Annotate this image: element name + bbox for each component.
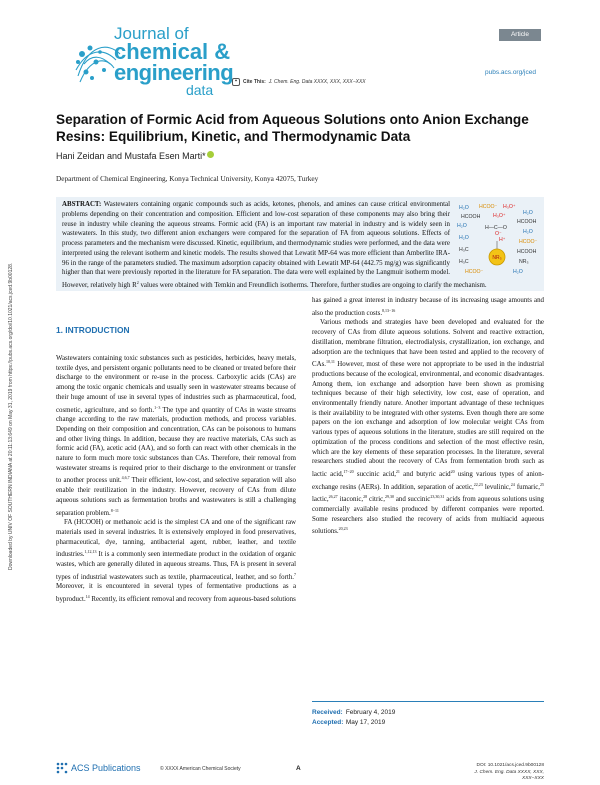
toc-label: H₂O	[523, 210, 533, 216]
logo-line1: Journal of	[114, 24, 189, 43]
copyright: © XXXX American Chemical Society	[160, 766, 241, 772]
doi-link[interactable]: DOI: 10.1021/acs.jced.9b00128	[476, 763, 544, 768]
toc-graphic	[455, 201, 543, 279]
toc-label: H₃C	[459, 247, 469, 253]
abstract-label: ABSTRACT:	[62, 201, 102, 208]
toc-label: O⁻	[495, 231, 502, 237]
cite-icon: ❝	[232, 78, 240, 86]
accepted-row	[312, 718, 544, 728]
toc-label: H₂O	[523, 229, 533, 235]
toc-label: H₃O⁺	[493, 213, 506, 219]
author-names: Hani Zeidan and Mustafa Esen Marti*	[56, 151, 206, 161]
paragraph: has gained a great interest in industry because of its increasing usage amounts and also the production costs.$^{8,13-16}$	[312, 297, 544, 317]
logo-line4: data	[185, 81, 214, 98]
toc-label: H₃C	[459, 259, 469, 265]
journal-url-link[interactable]: pubs.acs.org/jced	[485, 69, 536, 76]
paragraph: Wastewaters containing toxic substances such as pesticides, herbicides, heavy metals, textile dyes, and persistent organic pollutants need to be cleaned or treated before their discharge to the environment or re-use in the process. Carboxylic acids (CAs) are among the toxic organic chemicals and usually seen in wastewater streams because of their huge amount of use in several types of industries such as pharmaceutical, food, cosmetic, agriculture, and so forth.$^{1-3}$ The type and quantity of CAs in waste streams change according to the raw materials, production methods, and process variables. Depending on their composition and concentration, CAs can be poisonous to humans and other living things. In addition, because they are reactive materials, CAs such as formic acid (FA), acetic acid (AA), and so forth can react with other chemicals in the nature to form much more toxic substances than CAs. Therefore, their removal from wastewater streams is required prior to their discharge to the environment or transfer to another process unit.$^{4,6,7}$ Their efficient, low-cost, and selective separation will also enable their reutilization in the industry. However, recovery of CAs from dilute aqueous solutions such as fermentation broths and wastewaters is still a challenging separation problem.$^{8-11}$	[56, 355, 296, 517]
received-row	[312, 708, 544, 718]
logo-line2: chemical &	[114, 39, 231, 65]
abstract-text-a: Wastewaters containing organic compounds such as acids, ketones, phenols, and amines can cause critical environmental problems depending on their concentration and composition. Efficient and low-cost separation of these components may also bring their reuse in industry while cleaning the aqueous streams. Formic acid (FA) is an important raw material in industry and is widely seen in wastewaters. In this study, two different anion exchangers were compared for the separation of FA from aqueous solutions. Effects of process parameters and the mechanism were discussed. Kinetic, equilibrium, and thermodynamic studies were performed, and the data were interpreted using the relevant isotherm and kinetic models. The results showed that Lewatit MP-64 was more efficient than Amberlite IRA-96 in the range of the parameters studied. The maximum adsorption capacity obtained with Lewatit MP-64 (442.75 mg/g) was significantly higher than that were previously reported in the literature for FA separation. The data were well explained by the Langmuir isotherm model. However, relatively high R	[62, 201, 450, 289]
publisher-name: ACS Publications	[71, 763, 141, 773]
toc-label: H₃O⁺	[503, 204, 516, 210]
toc-label: NR₃	[519, 259, 529, 265]
left-column	[56, 354, 296, 605]
received-date: February 4, 2019	[345, 709, 396, 716]
authors	[56, 151, 214, 161]
abstract-text-b: values were obtained with Temkin and Freundlich isotherms. Therefore, further studies are ongoing to clarify the mechanism.	[138, 282, 487, 289]
article-title: Separation of Formic Acid from Aqueous Solutions onto Anion Exchange Resins: Equilibrium, Kinetic, and Thermodynamic Data	[56, 112, 529, 144]
page-number: A	[296, 765, 301, 772]
download-note	[2, 140, 32, 570]
toc-label: HCOO⁻	[479, 204, 498, 210]
article-history	[312, 701, 544, 727]
toc-label: H₂O	[513, 269, 523, 275]
acs-publications-logo[interactable]	[56, 762, 141, 774]
toc-label: H₂O	[457, 223, 467, 229]
orcid-icon[interactable]	[207, 151, 214, 158]
received-label: Received:	[312, 709, 343, 716]
paragraph: Various methods and strategies have been developed and evaluated for the recovery of CAs from dilute aqueous solutions. Solvent and reactive extraction, distillation, membrane filtration, electrodialysis, crystallization, ion exchange, and adsorption are the techniques that have been tested and applied to the recovery of CAs.$^{10,11}$ However, most of these were not appropriate to be used in the industrial productions because of the ecological, environmental, and economic disadvantages. Among them, ion exchange and adsorption have been shown as promising techniques because of their high selectivity, low cost, ease of operation, and environmentally friendly nature. Another important advantage of these techniques is their availability to be integrated with other systems. Even though there are some papers on the ion exchange and adsorption of low molecular weight CAs from various types of aqueous solutions in the literature, studies are still required on the optimization of the process conditions and selection of the most effective resin, which are the key elements of these separation processes. In the literature, several researchers studied about the recovery of CAs from fermentation broth such as lactic acid,$^{17-20}$ succinic acid,$^{21}$ and butyric acid$^{20}$ using various types of anion-exchange resins (AERs). In addition, separation of acetic,$^{22,23}$ levulinic,$^{24}$ fumaric,$^{25}$ lactic,$^{26,27}$ itaconic,$^{28}$ citric,$^{29,30}$ and succinic$^{23,30,31}$ acids from aqueous solutions using commercially available resins produced by different companies were reported. Some researchers also studied the recovery of acids from multiacid aqueous solutions.$^{20,23}$	[312, 319, 545, 536]
toc-label: H₂O	[459, 235, 469, 241]
toc-label: HCOO⁻	[519, 239, 538, 245]
toc-label: H⁺	[499, 237, 506, 243]
logo-line3: engineering	[114, 60, 234, 86]
affiliation: Department of Chemical Engineering, Konya Technical University, Konya 42075, Turkey	[56, 174, 319, 183]
download-note-text: Downloaded by UNIV OF SOUTHERN INDIANA at 20:11:13:649 on May 31, 2019 from https://pubs.acs.org/doi/10.1021/acs.jced.9b00128.	[8, 262, 14, 570]
journal-logo	[70, 24, 234, 98]
toc-center-label: NR₃	[492, 255, 502, 261]
accepted-label: Accepted:	[312, 718, 344, 726]
toc-label: HCOOH	[461, 214, 481, 220]
toc-label: H—C—O	[485, 225, 507, 231]
toc-label: H₂O	[459, 205, 469, 211]
toc-label: HCOOH	[517, 219, 537, 225]
cite-label: Cite This:	[243, 79, 266, 85]
cite-text: J. Chem. Eng. Data XXXX, XXX, XXX−XXX	[268, 79, 366, 85]
section-heading-introduction: 1. INTRODUCTION	[56, 325, 130, 335]
cite-this[interactable]	[232, 78, 366, 86]
article-type-badge: Article	[499, 29, 541, 41]
acs-logo-icon	[56, 762, 68, 774]
accepted-date: May 17, 2019	[345, 718, 386, 726]
toc-label: HCOO⁻	[465, 269, 484, 275]
toc-label: HCOOH	[517, 249, 537, 255]
right-column	[312, 296, 544, 537]
footer-citation: J. Chem. Eng. Data XXXX, XXX, XXX−XXX	[474, 769, 544, 781]
footer-doi-block	[462, 763, 544, 783]
paragraph: FA (HCOOH) or methanoic acid is the simplest CA and one of the significant raw materials used in several industries. It is extensively employed in food preservatives, pharmaceutical, dye, tanning, antibacterial agent, rubber, leather, and textile industries.$^{1,12,13}$ It is a commonly seen intermediate product in the oxidation of organic wastes, which are generally diluted in aqueous streams. Thus, FA is present in several types of industrial wastewaters such as textile, pharmaceutical, leather, and so forth.$^7$ Moreover, it is encountered in several types of fermentative productions as a byproduct.$^{14}$ Recently, its efficient removal and recovery from aqueous-based solutions	[56, 519, 296, 604]
abstract-r2-sup: 2	[136, 280, 139, 285]
